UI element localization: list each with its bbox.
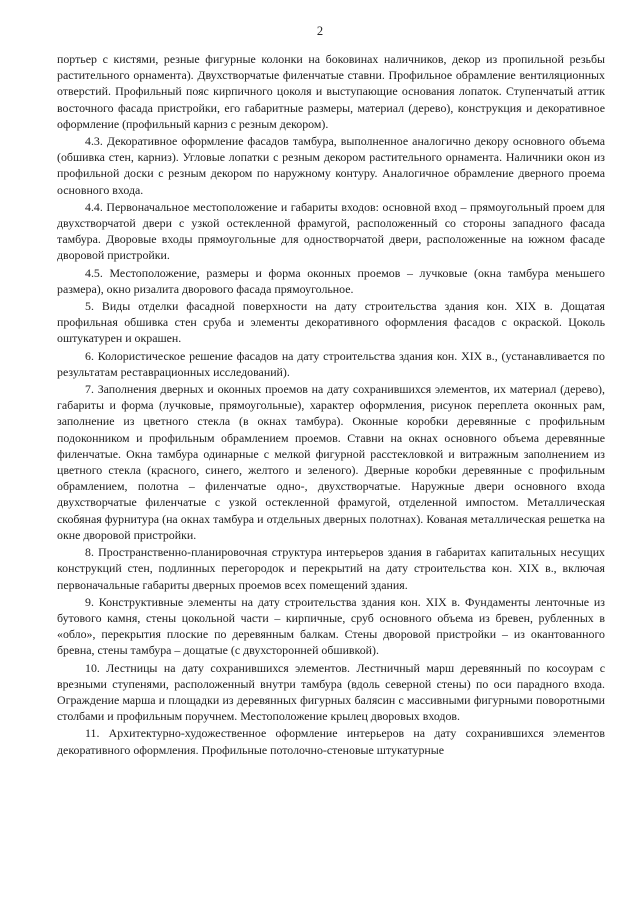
paragraph-7: 7. Заполнения дверных и оконных проемов на дату сохранившихся элементов, их материал (дерево), габариты и форма (лучковые, прямоугольные), характер оформления, рисунок переплета оконных рам, заполнение из цветного стекла (в окнах тамбура). Оконные коробки деревянные с профильным подоконником и профильным обрамлением проемов. Ставни на окнах основного объема деревянные филенчатые. Окна тамбура одинарные с мелкой фигурной расстекловкой и витражным заполнением из цветного стекла (красного, синего, желтого и зеленого). Дверные коробки деревянные с профильным обрамлением, полотна – филенчатые одно-, двухстворчатые. Наружные двери основного входа двухстворчатые филенчатые с узкой остекленной фрамугой, отделенной импостом. Металлическая скобяная фурнитура (на окнах тамбура и отдельных дверных полотнах). Кованая металлическая решетка на окне дворовой пристройки. <box>57 382 605 542</box>
paragraph-4-3: 4.3. Декоративное оформление фасадов тамбура, выполненное аналогично декору основного объема (обшивка стен, карниз). Угловые лопатки с резным декором растительного орнамента. Наличники окон из профильной доски с резным декором по наружному контуру. Аналогичное обрамление дверного проема основного входа. <box>57 134 605 197</box>
paragraph-continuation: портьер с кистями, резные фигурные колонки на боковинах наличников, декор из пропильной резьбы растительного орнамента). Двухстворчатые филенчатые ставни. Профильное обрамление вентиляционных отверстий. Профильный пояс кирпичного цоколя и выступающие основания лопаток. Ступенчатый аттик восточного фасада пристройки, его габаритные размеры, материал (дерево), конструкция и декоративное оформление (профильный карниз с резным декором). <box>57 52 605 131</box>
paragraph-9: 9. Конструктивные элементы на дату строительства здания кон. XIX в. Фундаменты ленточные из бутового камня, стены цокольной части – кирпичные, сруб основного объема из бревен, рубленных в «обло», перекрытия плоские по деревянным балкам. Стены дворовой пристройки – из окантованного бревна, стены тамбура – дощатые (с двухсторонней обшивкой). <box>57 594 605 658</box>
page-number: 2 <box>316 24 324 38</box>
paragraph-5: 5. Виды отделки фасадной поверхности на дату строительства здания кон. XIX в. Дощатая профильная обшивка стен сруба и элементы декоративного оформления фасадов с окраской. Цоколь оштукатурен и окрашен. <box>57 299 605 346</box>
paragraph-8: 8. Пространственно-планировочная структура интерьеров здания в габаритах капитальных несущих конструкций стен, подлинных перегородок и перекрытий на дату строительства кон. XIX в., включая первоначальные габариты дверных проемов всех помещений здания. <box>57 545 605 592</box>
document-body <box>57 51 605 759</box>
paragraph-10: 10. Лестницы на дату сохранившихся элементов. Лестничный марш деревянный по косоурам с врезными ступенями, расположенный внутри тамбура (вдоль северной стены) по оси парадного входа. Ограждение марша и площадки из деревянных фигурных балясин с массивными фигурными поворотными столбами и профильным поручнем. Местоположение крылец дворовых входов. <box>57 660 605 724</box>
paragraph-11: 11. Архитектурно-художественное оформление интерьеров на дату сохранившихся элементов декоративного оформления. Профильные потолочно-стеновые штукатурные <box>57 726 605 757</box>
paragraph-6: 6. Колористическое решение фасадов на дату строительства здания кон. XIX в., (устанавливается по результатам реставрационных исследований). <box>57 348 605 379</box>
paragraph-4-4: 4.4. Первоначальное местоположение и габариты входов: основной вход – прямоугольный проем для двухстворчатой двери с узкой остекленной фрамугой, расположенный со стороны западного фасада тамбура. Дворовые входы прямоугольные для одностворчатой двери, расположенные на южном фасаде дворовой пристройки. <box>57 199 605 263</box>
paragraph-4-5: 4.5. Местоположение, размеры и форма оконных проемов – лучковые (окна тамбура меньшего размера), окно ризалита дворового фасада прямоугольное. <box>57 265 605 296</box>
